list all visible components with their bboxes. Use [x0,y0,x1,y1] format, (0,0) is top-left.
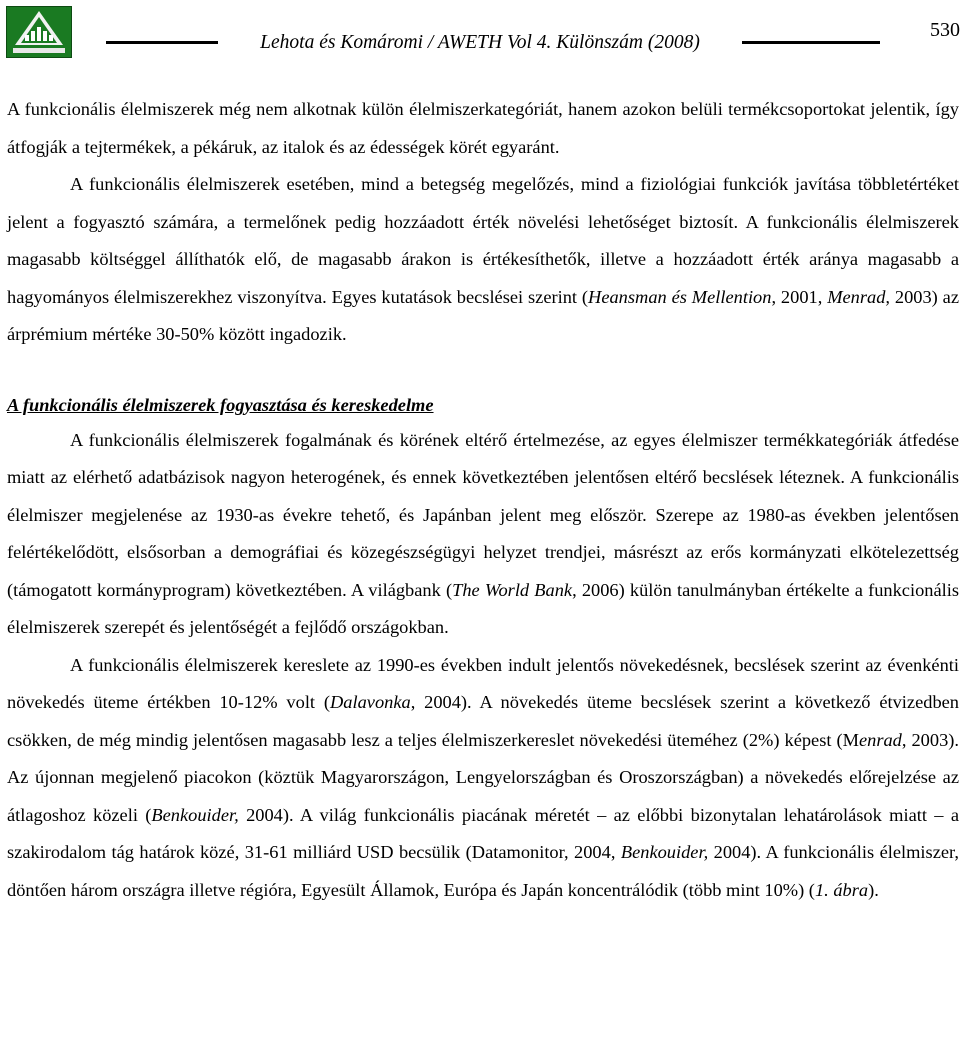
citation-italic: Menrad, [827,286,891,307]
page-number: 530 [930,19,960,41]
text-run: A funkcionális élelmiszerek még nem alkotnak külön élelmiszerkategóriát, hanem azokon belüli termékcsoportokat jelentik, így átfogják a tejtermékek, a pékáruk, az italok és az édességek körét egyaránt. [7,99,959,157]
citation-italic: 1. ábra [814,879,869,900]
section-heading: A funkcionális élelmiszerek fogyasztása és kereskedelme [7,394,434,415]
running-head: Lehotа és Komáromi / AWETH Vol 4. Különszám (2008) [260,32,700,53]
paragraph [7,166,959,354]
text-run: , 2006) külön tanulmányban értékelte a funkcionális élelmiszerek szerepét és jelentőségét a fejlődő országokban. [7,579,959,637]
citation-italic: enrad [858,729,902,750]
citation-italic: The World Bank [452,579,573,600]
header-rule-left [106,41,218,44]
journal-logo [6,6,72,58]
text-run: 2004). A világ funkcionális piacának méretét – az előbbi bizonytalan lehatárolások miatt – a szakirodalom tág határok közé, 31-61 milliárd USD becsülik (Datamonitor, 2004, [7,804,959,862]
text-run: 2003) az árprémium mértéke 30-50% között ingadozik. [7,286,959,344]
text-run: , 2004). A növekedés üteme becslések szerint a következő étvizedben csökken, de még mindig jelentősen magasabb lesz a teljes élelmiszerkereslet növekedési üteméhez (2%) képest (M [7,692,959,750]
paragraph [7,422,959,647]
text-run: , 2001, [771,286,828,307]
body-text [7,91,959,909]
text-run: A funkcionális élelmiszerek fogalmának és körének eltérő értelmezése, az egyes élelmiszer termékkategóriák átfedése miatt az elérhető adatbázisok nagyon heterogének, és ennek következtében jelentősen eltérő becslések léteznek. A funkcionális élelmiszer megjelenése az 1930-as évekre tehető, és Japánban jelent meg először. Szerepe az 1980-as években jelentősen felértékelődött, elsősorban a demográfiai és közegészségügyi helyzet trendjei, másrészt az erős kormányzati elkötelezettség (támogatott kormányprogram) következtében. A világbank ( [7,429,959,600]
citation-italic: Heansman és Mellention [588,286,772,307]
citation-italic: Benkouider, [151,804,239,825]
text-run: A funkcionális élelmiszerek kereslete az 1990-es években indult jelentős növekedésnek, becslések szerint az évenkénti növekedés üteme értékben 10-12% volt ( [7,654,959,712]
paragraph [7,647,959,910]
header-rule-right [742,41,880,44]
journal-logo-icon [7,7,71,57]
text-run: 2004). A funkcionális élelmiszer, döntően három országra illetve régióra, Egyesült Államok, Európa és Japán koncentrálódik (több mint 10%) ( [7,842,960,900]
paragraph [7,91,959,166]
citation-italic: Benkouider, [620,842,709,862]
text-run: ). [868,879,879,900]
text-run: A funkcionális élelmiszerek esetében, mind a betegség megelőzés, mind a fiziológiai funkciók javítása többletértéket jelent a fogyasztó számára, a termelőnek pedig hozzáadott érték növelési lehetőséget biztosít. A funkcionális élelmiszerek magasabb költséggel állíthatók elő, de magasabb árakon is értékesíthetők, illetve a hozzáadott érték aránya magasabb a hagyományos élelmiszerekhez viszonyítva. Egyes kutatások becslései szerint ( [7,174,959,307]
text-run: , 2003). Az újonnan megjelenő piacokon (köztük Magyarországon, Lengyelországban és Oroszországban) a növekedés előrejelzése az átlagoshoz közeli ( [7,729,959,825]
citation-italic: Dalavonka [330,692,411,712]
